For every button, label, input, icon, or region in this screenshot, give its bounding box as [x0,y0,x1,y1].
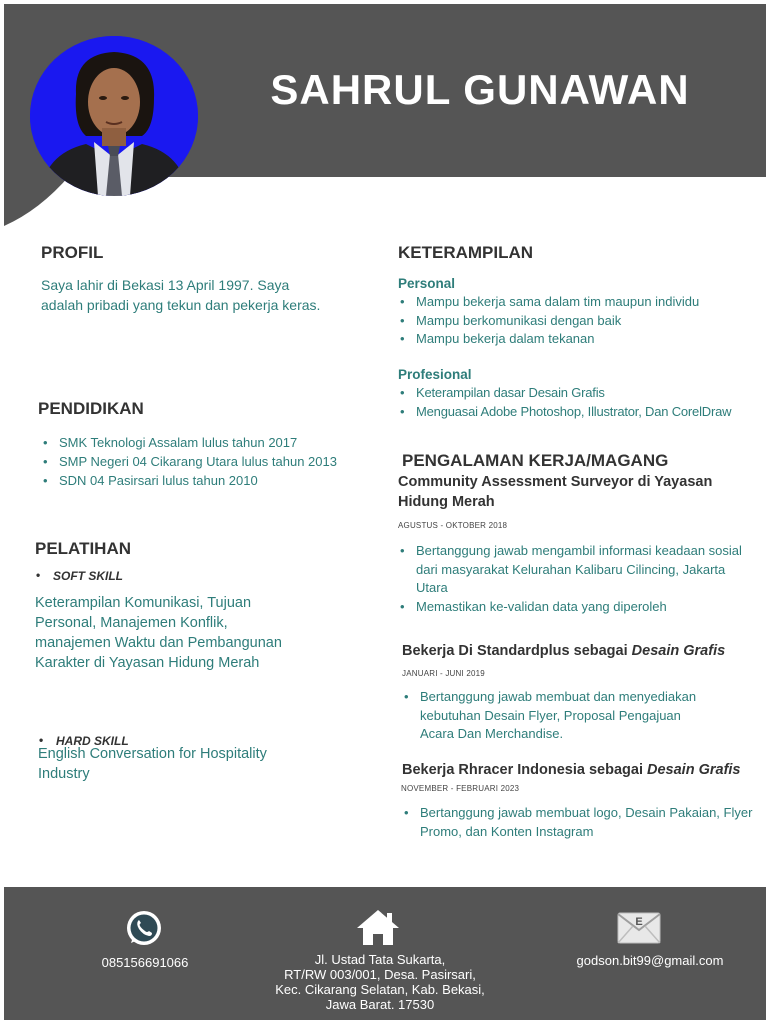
whatsapp-phone-icon [125,909,163,947]
list-item: • Bertanggung jawab membuat logo, Desain Pakaian, Flyer Promo, dan Konten Instagram [402,804,757,841]
phone-number[interactable]: 085156691066 [101,955,189,970]
candidate-name: SAHRUL GUNAWAN [270,66,690,113]
job-title-text: Bekerja Di Standardplus sebagai [402,643,632,659]
soft-skill-label: • SOFT SKILL [35,569,768,583]
job-title [402,760,741,780]
education-heading: PENDIDIKAN [38,399,144,418]
address-line: Jl. Ustad Tata Sukarta, [314,952,446,967]
job-date: NOVEMBER - FEBRUARI 2023 [401,784,520,793]
list-item: • Bertanggung jawab mengambil informasi keadaan sosial dari masyarakat Kelurahan Kalibaru Cilincing, Jakarta Utara [398,542,753,598]
professional-skills-list [398,384,766,421]
job-title-text: Bekerja Rhracer Indonesia sebagai [402,762,647,778]
envelope-icon-letter: E [635,916,643,928]
list-item: • Menguasai Adobe Photoshop, Illustrator, Dan CorelDraw [398,403,766,422]
education-list [41,433,381,490]
skills-heading: KETERAMPILAN [398,243,534,262]
job-duties-list [402,688,712,744]
training-heading: PELATIHAN [35,539,132,558]
job-title [402,641,725,661]
home-icon [356,908,400,946]
list-item: • Mampu berkomunikasi dengan baik [398,312,766,331]
address-line: Kec. Cikarang Selatan, Kab. Bekasi, [275,982,485,997]
list-item: • Bertanggung jawab membuat dan menyediakan kebutuhan Desain Flyer, Proposal Pengajuan Acara Dan Merchandise. [402,688,712,744]
job-duties-list [398,542,753,616]
hard-skill-text: English Conversation for Hospitality Industry [38,746,267,782]
list-item: • Keterampilan dasar Desain Grafis [398,384,766,403]
job-role: Desain Grafis [631,643,726,659]
job-title: Community Assessment Surveyor di Yayasan Hidung Merah [398,474,713,510]
address [240,952,520,1012]
list-item: • SMP Negeri 04 Cikarang Utara lulus tahun 2013 [41,452,381,471]
job-date: JANUARI - JUNI 2019 [402,669,485,678]
job-role: Desain Grafis [647,762,741,778]
address-line: Jawa Barat. 17530 [325,997,435,1012]
email-address[interactable]: godson.bit99@gmail.com [576,953,724,968]
list-item: • SMK Teknologi Assalam lulus tahun 2017 [41,433,381,452]
hard-skill-label: • HARD SKILL [38,734,768,748]
list-item: • Memastikan ke-validan data yang diperoleh [398,598,753,617]
profile-text: Saya lahir di Bekasi 13 April 1997. Saya adalah pribadi yang tekun dan pekerja keras. [41,277,321,313]
profile-heading: PROFIL [41,243,104,262]
list-item: • Mampu bekerja sama dalam tim maupun individu [398,293,766,312]
personal-skills-list [398,293,766,349]
address-line: RT/RW 003/001, Desa. Pasirsari, [284,967,476,982]
list-item: • Mampu bekerja dalam tekanan [398,330,766,349]
job-duties-list [402,804,757,841]
envelope-icon [617,912,661,944]
profile-photo [30,36,198,196]
personal-skills-label: Personal [398,276,456,291]
list-item: • SDN 04 Pasirsari lulus tahun 2010 [41,471,381,490]
job-date: AGUSTUS - OKTOBER 2018 [398,521,508,530]
experience-heading: PENGALAMAN KERJA/MAGANG [402,451,669,470]
professional-skills-label: Profesional [398,367,472,382]
soft-skill-text: Keterampilan Komunikasi, Tujuan Personal, Manajemen Konflik, manajemen Waktu dan Pembangunan Karakter di Yayasan Hidung Merah [35,595,282,671]
